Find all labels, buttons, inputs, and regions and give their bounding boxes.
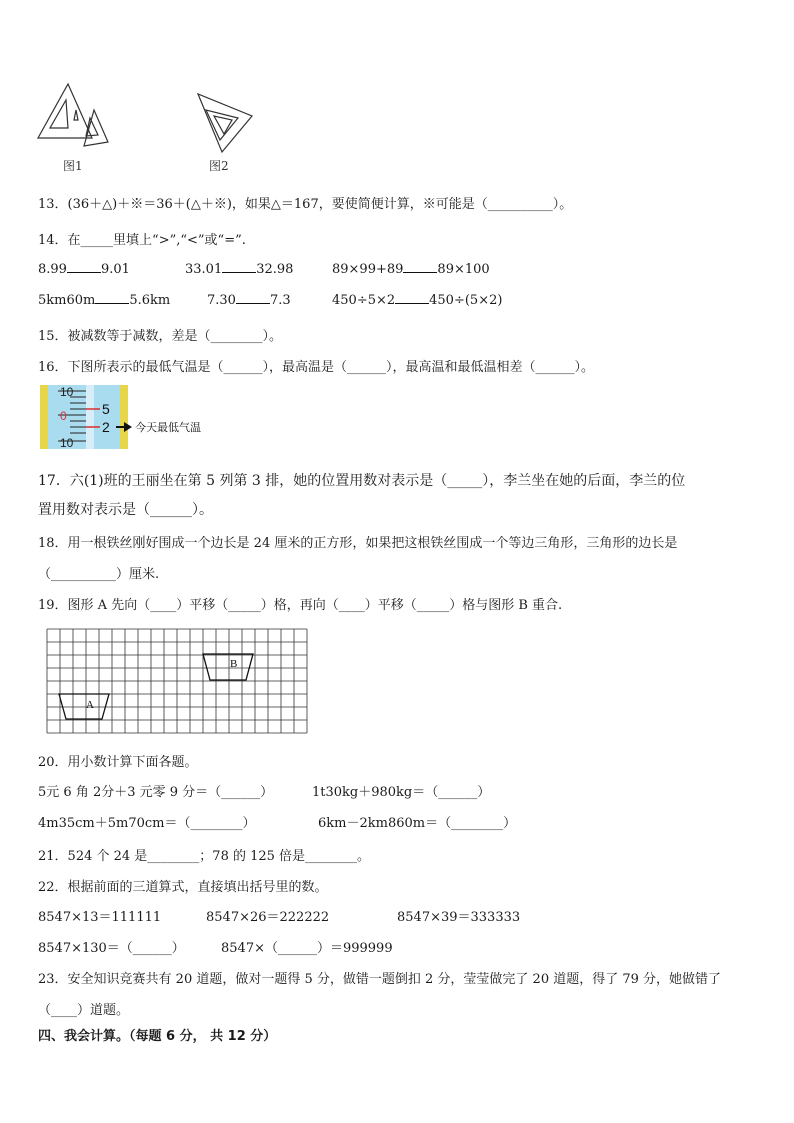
shape-a-label: A — [86, 699, 94, 711]
thermo-tick-top: 10 — [60, 385, 74, 399]
thermo-mark-low: 2 — [102, 419, 110, 435]
q22-blank-2: 8547×（______）＝999999 — [221, 941, 393, 956]
q22-blank-1: 8547×130＝（______） — [38, 941, 185, 956]
question-17-line1: 17．六(1)班的王丽坐在第 5 列第 3 排，她的位置用数对表示是（_____），李兰坐在她的后面，李兰的位 — [38, 473, 686, 489]
thermometer-figure — [40, 385, 210, 449]
question-20-d: 6km－2km860m＝（________） — [318, 816, 517, 831]
q22-eq-1: 8547×13＝111111 — [38, 910, 162, 925]
question-23-line1: 23．安全知识竞赛共有 20 道题，做对一题得 5 分，做错一题倒扣 2 分，莹莹做完了 20 道题，得了 79 分，她做错了 — [38, 972, 722, 987]
figure-1 — [38, 84, 108, 146]
question-17-line2: 置用数对表示是（______）。 — [38, 502, 213, 518]
shape-a — [59, 694, 109, 719]
translation-grid — [46, 628, 308, 734]
q14-item-3: 89×99+89 89×100 — [332, 262, 490, 277]
thermo-tick-bottom: 10 — [60, 436, 74, 449]
question-20-stem: 20．用小数计算下面各题。 — [38, 755, 198, 770]
q14-item-2: 33.01 32.98 — [185, 262, 294, 277]
shape-b — [203, 654, 253, 680]
q14-item-6: 450÷5×2 450÷(5×2) — [332, 293, 503, 308]
question-18-line2: （__________）厘米. — [38, 567, 160, 582]
question-23-line2: （____）道题。 — [38, 1003, 130, 1018]
question-15: 15．被减数等于减数，差是（________）。 — [38, 329, 283, 344]
thermo-mark-high: 5 — [102, 401, 110, 417]
question-20-b: 1t30kg＋980kg＝（______） — [312, 785, 491, 800]
q14-item-4: 5km60m 5.6km — [38, 293, 171, 308]
shape-b-label: B — [230, 658, 238, 670]
question-20-a: 5元 6 角 2分＋3 元零 9 分＝（______） — [38, 785, 274, 800]
q22-eq-3: 8547×39＝333333 — [397, 910, 521, 925]
q14-item-5: 7.30 7.3 — [207, 293, 291, 308]
figure-1-caption: 图1 — [63, 159, 83, 173]
question-21: 21．524 个 24 是________；78 的 125 倍是________。 — [38, 849, 371, 864]
set-square-figures — [30, 80, 260, 155]
figure-2-caption: 图2 — [209, 159, 229, 173]
question-13: 13．(36＋△)＋※＝36＋(△＋※)，如果△＝167，要使简便计算，※可能是（__________）。 — [38, 197, 573, 212]
q14-item-1: 8.99 9.01 — [38, 262, 130, 277]
figure-2 — [198, 94, 252, 152]
question-18-line1: 18．用一根铁丝刚好围成一个边长是 24 厘米的正方形，如果把这根铁丝围成一个等边三角形，三角形的边长是 — [38, 536, 678, 551]
question-16: 16．下图所表示的最低气温是（______），最高温是（______），最高温和最低温相差（______）。 — [38, 360, 595, 375]
section-4-heading: 四、我会计算。（每题 6 分， 共 12 分） — [38, 1029, 277, 1044]
thermo-pointer-label: 今天最低气温 — [135, 421, 201, 434]
question-20-c: 4m35cm＋5m70cm＝（________） — [38, 816, 256, 831]
q22-eq-2: 8547×26＝222222 — [206, 910, 330, 925]
thermo-tick-zero: 0 — [60, 409, 67, 423]
question-14-stem: 14．在_____里填上“>”,“<”或“=”. — [38, 233, 246, 248]
question-22-stem: 22．根据前面的三道算式，直接填出括号里的数。 — [38, 880, 328, 895]
question-19: 19．图形 A 先向（____）平移（_____）格，再向（____）平移（_____）格与图形 B 重合. — [38, 598, 563, 613]
